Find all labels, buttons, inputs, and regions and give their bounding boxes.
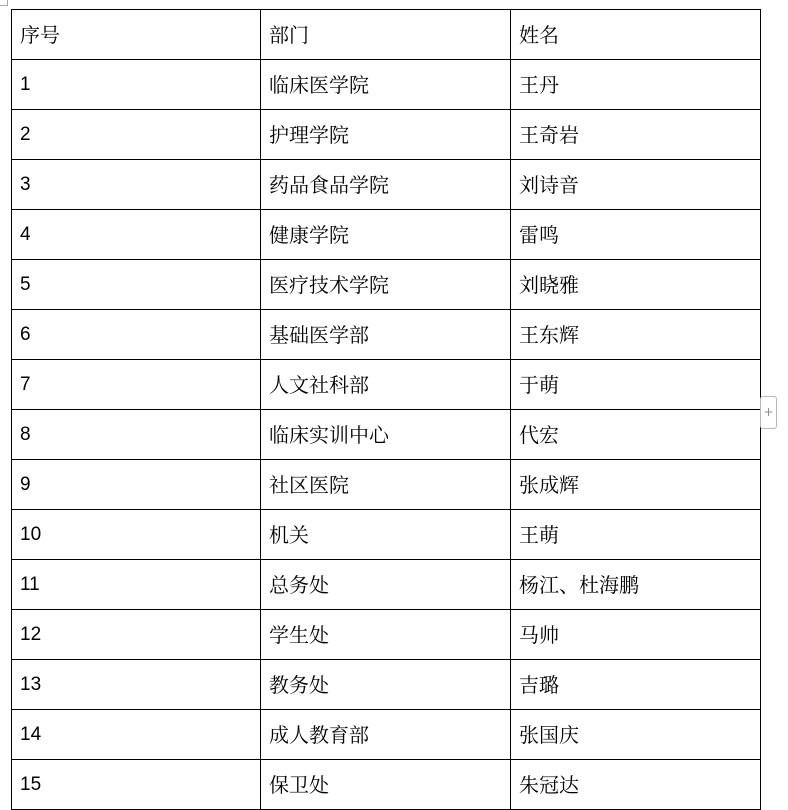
cell-name[interactable]: 朱冠达 [511, 760, 761, 810]
table-row [12, 660, 761, 710]
cell-index[interactable]: 4 [12, 210, 261, 260]
table-row [12, 410, 761, 460]
cell-index[interactable]: 3 [12, 160, 261, 210]
cell-index[interactable]: 12 [12, 610, 261, 660]
cell-department[interactable]: 机关 [261, 510, 511, 560]
cell-name[interactable]: 张国庆 [511, 710, 761, 760]
cell-department[interactable]: 人文社科部 [261, 360, 511, 410]
plus-icon: + [763, 405, 774, 419]
header-cell-name[interactable]: 姓名 [511, 10, 761, 60]
cell-name[interactable]: 代宏 [511, 410, 761, 460]
cell-department[interactable]: 临床医学院 [261, 60, 511, 110]
cell-name[interactable]: 王奇岩 [511, 110, 761, 160]
table-row [12, 560, 761, 610]
cell-department[interactable]: 成人教育部 [261, 710, 511, 760]
cell-name[interactable]: 刘诗音 [511, 160, 761, 210]
table-row [12, 310, 761, 360]
cell-name[interactable]: 马帅 [511, 610, 761, 660]
cell-name[interactable]: 雷鸣 [511, 210, 761, 260]
cell-index[interactable]: 8 [12, 410, 261, 460]
cell-index[interactable]: 10 [12, 510, 261, 560]
table-row [12, 460, 761, 510]
cell-index[interactable]: 15 [12, 760, 261, 810]
cell-department[interactable]: 临床实训中心 [261, 410, 511, 460]
cell-department[interactable]: 教务处 [261, 660, 511, 710]
cell-department[interactable]: 社区医院 [261, 460, 511, 510]
cell-department[interactable]: 总务处 [261, 560, 511, 610]
cell-department[interactable]: 药品食品学院 [261, 160, 511, 210]
cell-index[interactable]: 7 [12, 360, 261, 410]
table-row [12, 260, 761, 310]
header-cell-index[interactable]: 序号 [12, 10, 261, 60]
cell-index[interactable]: 5 [12, 260, 261, 310]
cell-index[interactable]: 13 [12, 660, 261, 710]
cell-name[interactable]: 张成辉 [511, 460, 761, 510]
page-corner-mark [0, 0, 8, 6]
table-row [12, 360, 761, 410]
table-row [12, 610, 761, 660]
cell-department[interactable]: 保卫处 [261, 760, 511, 810]
table-row [12, 160, 761, 210]
table-row [12, 760, 761, 810]
cell-department[interactable]: 基础医学部 [261, 310, 511, 360]
cell-department[interactable]: 护理学院 [261, 110, 511, 160]
table-header-row [12, 10, 761, 60]
cell-department[interactable]: 学生处 [261, 610, 511, 660]
cell-name[interactable]: 杨江、杜海鹏 [511, 560, 761, 610]
cell-department[interactable]: 健康学院 [261, 210, 511, 260]
cell-name[interactable]: 于萌 [511, 360, 761, 410]
table-body [12, 10, 761, 810]
cell-index[interactable]: 6 [12, 310, 261, 360]
table-row [12, 210, 761, 260]
cell-index[interactable]: 9 [12, 460, 261, 510]
cell-index[interactable]: 14 [12, 710, 261, 760]
cell-index[interactable]: 11 [12, 560, 261, 610]
cell-name[interactable]: 吉璐 [511, 660, 761, 710]
table-row [12, 710, 761, 760]
cell-department[interactable]: 医疗技术学院 [261, 260, 511, 310]
header-cell-department[interactable]: 部门 [261, 10, 511, 60]
cell-index[interactable]: 2 [12, 110, 261, 160]
table-row [12, 60, 761, 110]
cell-name[interactable]: 王东辉 [511, 310, 761, 360]
cell-name[interactable]: 刘晓雅 [511, 260, 761, 310]
cell-index[interactable]: 1 [12, 60, 261, 110]
add-row-button[interactable] [760, 396, 777, 429]
cell-name[interactable]: 王丹 [511, 60, 761, 110]
table-row [12, 110, 761, 160]
personnel-table [11, 9, 761, 810]
cell-name[interactable]: 王萌 [511, 510, 761, 560]
table-row [12, 510, 761, 560]
